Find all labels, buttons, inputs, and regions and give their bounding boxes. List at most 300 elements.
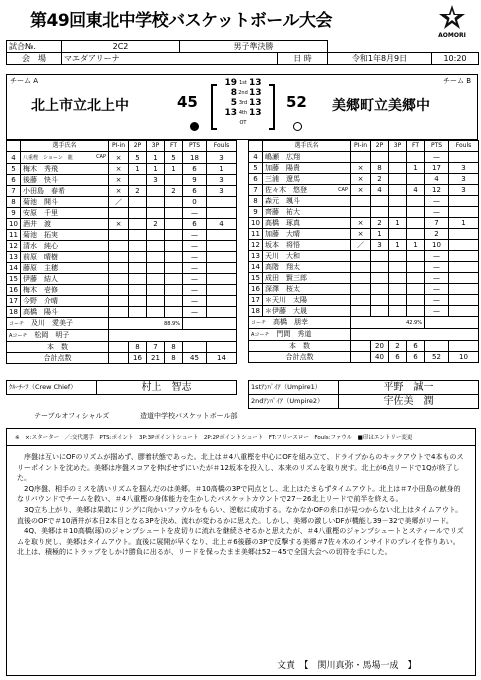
player-name-text: 前原 晴樹 (23, 253, 58, 261)
header-pi: PI-in (109, 141, 129, 152)
player-ft (165, 296, 183, 307)
game-date: 令和1年8月9日 (328, 53, 432, 65)
player-name (21, 296, 109, 307)
player-2p (129, 197, 147, 208)
player-fouls: 4 (207, 219, 237, 230)
team-b-coach-row (249, 317, 351, 329)
player-pts: — (425, 251, 449, 262)
player-3p (389, 207, 407, 218)
q2-label: 2nd (238, 90, 248, 96)
player-no: 4 (7, 152, 21, 164)
player-ft (165, 197, 183, 208)
table-row (7, 186, 237, 197)
player-2p (371, 152, 389, 163)
player-2p (129, 307, 147, 318)
player-3p (389, 262, 407, 273)
umpire2-label: 2ndｱﾝﾊﾟｲｱ（Umpire2） (249, 395, 339, 409)
player-3p (147, 263, 165, 274)
player-2p (371, 284, 389, 295)
player-2p: 1 (371, 229, 389, 240)
header-3p: 3P (147, 141, 165, 152)
table-row (7, 307, 237, 318)
player-no: 5 (7, 164, 21, 175)
player-pts: — (183, 241, 207, 252)
player-ft (407, 295, 425, 306)
player-fouls (207, 274, 237, 285)
player-3p (389, 251, 407, 262)
table-row (7, 197, 237, 208)
player-no: 16 (249, 284, 263, 295)
player-name (263, 295, 351, 306)
player-name (21, 175, 109, 186)
q3-a: 5 (230, 98, 237, 108)
player-fouls: 3 (207, 175, 237, 186)
table-row (249, 229, 479, 240)
player-3p: 3 (147, 175, 165, 186)
player-no: 16 (7, 285, 21, 296)
player-pts: 6 (183, 164, 207, 175)
player-ft (165, 175, 183, 186)
player-name (263, 240, 351, 251)
player-ft (165, 208, 183, 219)
player-3p (147, 208, 165, 219)
team-a-total-fouls: 14 (207, 353, 237, 364)
player-2p: 2 (129, 186, 147, 197)
player-3p: 1 (147, 152, 165, 164)
author-label: 文責 (277, 661, 296, 671)
player-2p (129, 274, 147, 285)
player-name-text: ＊天川 太陽 (265, 296, 307, 304)
player-name-text: 森元 颯斗 (265, 197, 300, 205)
header-2p: 2P (371, 141, 389, 152)
player-name-text: 高階 翔太 (265, 263, 300, 271)
player-3p (147, 186, 165, 197)
player-no: 10 (7, 219, 21, 230)
player-pi: × (351, 185, 371, 196)
player-name (263, 306, 351, 317)
player-fouls (207, 197, 237, 208)
umpire-table (248, 380, 479, 409)
player-pi (351, 284, 371, 295)
player-2p (129, 208, 147, 219)
table-row (7, 241, 237, 252)
team-b-ac-row (249, 329, 351, 341)
table-row (249, 251, 479, 262)
bracket-right (269, 84, 275, 130)
table-row (249, 284, 479, 295)
header-name: 選手氏名 (21, 141, 109, 152)
indicator-b (293, 122, 302, 131)
player-pi (109, 274, 129, 285)
player-pi (109, 296, 129, 307)
player-name-text: 伊藤 結人 (23, 275, 58, 283)
team-a-name: 北上市立北上中 (31, 98, 129, 114)
player-ft (407, 306, 425, 317)
player-2p (129, 230, 147, 241)
player-name (263, 262, 351, 273)
table-row (249, 295, 479, 306)
player-2p (371, 273, 389, 284)
table-row (249, 306, 479, 317)
player-fouls (449, 262, 479, 273)
player-no: 17 (249, 295, 263, 306)
q4-b: 13 (249, 108, 262, 118)
ot-a (219, 118, 237, 128)
table-row (249, 174, 479, 185)
table-row (249, 262, 479, 273)
player-pts: — (425, 152, 449, 163)
player-pts: — (425, 196, 449, 207)
player-no: 15 (249, 273, 263, 284)
header-fouls: Fouls (449, 141, 479, 152)
player-ft (407, 273, 425, 284)
player-3p (147, 274, 165, 285)
player-pi: × (351, 229, 371, 240)
player-pts: — (183, 208, 207, 219)
player-no: 7 (7, 186, 21, 197)
player-ft (407, 218, 425, 229)
player-name-text: 齊藤 祐大 (265, 208, 300, 216)
player-name-text: 加藤 大晴 (265, 230, 300, 238)
player-name-text: 深澤 桜太 (265, 285, 300, 293)
team-a-total-2p: 16 (129, 353, 147, 364)
player-pts: — (183, 285, 207, 296)
player-no: 10 (249, 218, 263, 229)
table-row (249, 196, 479, 207)
table-row (249, 240, 479, 251)
table-row (7, 152, 237, 164)
player-pi: ／ (351, 240, 371, 251)
report-paragraph-1: 序盤は互いにOFのリズムが掴めず、膠着状態であった。北上は＃4八重樫を中心にOFを組み立て、ドライブからのキックアウトで4本ものスリーポイントを沈めた。美郷は序盤スコアを伸ばせずにいたが＃12坂本を投入し、本来のリズムを取り戻す。北上が6点リードで1Qが終了した。 (17, 453, 464, 483)
player-2p (371, 295, 389, 306)
player-3p (389, 284, 407, 295)
player-pts: 12 (425, 185, 449, 196)
player-pi (109, 307, 129, 318)
player-ft (407, 284, 425, 295)
team-b-num-ft: 6 (407, 341, 425, 352)
player-no: 11 (7, 230, 21, 241)
team-b-player-rows (249, 152, 479, 317)
table-row (249, 273, 479, 284)
player-pi (351, 207, 371, 218)
game-time: 10:20 (432, 53, 479, 65)
game-report (6, 428, 476, 676)
team-a-ft-pct: 88.9% (109, 318, 183, 330)
q1-a: 19 (224, 78, 237, 88)
table-row (7, 252, 237, 263)
player-2p: 8 (371, 163, 389, 174)
player-ft (165, 307, 183, 318)
q4-label: 4th (238, 110, 248, 116)
player-ft: 4 (407, 185, 425, 196)
team-b-total-3p: 6 (389, 352, 407, 363)
player-name-text: 嶋瀬 広翔 (265, 153, 300, 161)
player-3p (389, 152, 407, 163)
header-fouls: Fouls (207, 141, 237, 152)
player-2p (129, 175, 147, 186)
player-name (263, 207, 351, 218)
player-name-text: 酒井 渡 (23, 220, 51, 228)
player-2p (371, 262, 389, 273)
player-name (21, 241, 109, 252)
player-pi (109, 285, 129, 296)
header-pi: PI-in (351, 141, 371, 152)
umpire1-label: 1stｱﾝﾊﾟｲｱ（Umpire1） (249, 381, 339, 395)
player-2p (371, 196, 389, 207)
player-3p (147, 296, 165, 307)
player-2p: 2 (371, 218, 389, 229)
table-row (7, 296, 237, 307)
header-pts: PTS (183, 141, 207, 152)
report-paragraph-2: 2Q序盤、相手のミスを誘いリズムを掴んだのは美郷。＃10高橋の3Pで同点とし、北上はたまらずタイムアウト。北上は＃7小田島の献身的なリバウンドでチームを救い、＃4八重樫の身体能力を生かしたバスケットカウントで27－26北上リードで前半を終える。 (17, 484, 461, 504)
player-ft (407, 229, 425, 240)
player-ft (407, 207, 425, 218)
team-a-ac: 松岡 明子 (34, 331, 70, 339)
player-fouls (207, 263, 237, 274)
game-category: 男子準決勝 (180, 41, 328, 53)
team-b-total-fouls: 10 (449, 352, 479, 363)
player-fouls: 1 (449, 218, 479, 229)
player-name-text: 小田島 春希 (23, 187, 65, 195)
player-3p (147, 285, 165, 296)
table-row (249, 163, 479, 174)
team-b-num-3p: 2 (389, 341, 407, 352)
team-b-name: 美郷町立美郷中 (332, 98, 430, 114)
player-fouls: 3 (449, 163, 479, 174)
table-row (249, 218, 479, 229)
player-2p: 4 (371, 185, 389, 196)
table-row (249, 185, 479, 196)
player-pts: 4 (425, 174, 449, 185)
player-name-text: 藤原 主穂 (23, 264, 58, 272)
player-name (21, 274, 109, 285)
player-name-text: 菊池 拓実 (23, 231, 58, 239)
player-no: 7 (249, 185, 263, 196)
player-no: 17 (7, 296, 21, 307)
player-fouls (449, 273, 479, 284)
player-ft (165, 241, 183, 252)
player-name (263, 152, 351, 163)
player-3p (147, 307, 165, 318)
player-name-text: 成田 賢三郎 (265, 274, 307, 282)
player-pts: 10 (425, 240, 449, 251)
player-pi (351, 196, 371, 207)
player-ft (165, 252, 183, 263)
player-no: 15 (7, 274, 21, 285)
player-no: 5 (249, 163, 263, 174)
player-ft (165, 230, 183, 241)
winner-indicator-a (190, 122, 199, 131)
player-3p: 2 (147, 219, 165, 230)
player-name (21, 252, 109, 263)
player-pi (109, 230, 129, 241)
player-2p (129, 296, 147, 307)
header-pts: PTS (425, 141, 449, 152)
table-row (249, 207, 479, 218)
q2-b: 13 (249, 88, 262, 98)
team-a-coach: 及川 愛美子 (31, 319, 74, 327)
player-2p (129, 285, 147, 296)
player-fouls: 3 (207, 152, 237, 164)
player-3p (389, 174, 407, 185)
player-3p (147, 241, 165, 252)
team-a-player-rows (7, 152, 237, 318)
player-name-text: 今野 介晴 (23, 297, 58, 305)
logo-text: AOMORI (438, 32, 466, 39)
team-a-label: チーム A (10, 77, 39, 85)
player-fouls (449, 295, 479, 306)
player-pi (351, 152, 371, 163)
player-ft: 1 (407, 240, 425, 251)
player-pts: 7 (425, 218, 449, 229)
player-3p (389, 295, 407, 306)
player-pi: × (109, 164, 129, 175)
player-2p: 2 (371, 174, 389, 185)
player-name (21, 219, 109, 230)
player-name-text: 高橋 陽斗 (23, 308, 58, 316)
player-ft (407, 251, 425, 262)
team-b-points-label: 本 数 (249, 341, 351, 352)
player-name (263, 251, 351, 262)
ot-b (249, 118, 267, 128)
player-ft (407, 174, 425, 185)
player-2p (129, 241, 147, 252)
player-fouls (449, 251, 479, 262)
bracket-left (211, 84, 217, 130)
star-logo-icon (437, 4, 467, 30)
player-pts: — (183, 263, 207, 274)
team-a-stats-table (6, 140, 237, 364)
header-name: 選手氏名 (263, 141, 351, 152)
player-pts: 17 (425, 163, 449, 174)
player-pts: — (183, 307, 207, 318)
report-paragraph-3: 3Q立ち上がり、美郷は果敢にリングに向かいファウルをもらい、逆転に成功する。なかなかOFの糸口が見つからない北上はタイムアウト。直後のOFで＃10酒井が本日2本目となる3Pを決め、流れが変わるかに思えた。しかし、美郷の激しいDFが機能し39－32で美郷がリード。 (17, 505, 463, 525)
player-pts: 0 (183, 197, 207, 208)
player-2p (129, 263, 147, 274)
coach-label: コーチ (9, 321, 25, 327)
player-ft (165, 219, 183, 230)
player-name (21, 230, 109, 241)
player-2p: 1 (129, 164, 147, 175)
player-no: 8 (7, 197, 21, 208)
team-a-total-3p: 21 (147, 353, 165, 364)
player-name-text: 梅木 壱修 (23, 286, 58, 294)
player-no: 13 (7, 252, 21, 263)
player-pts: — (425, 262, 449, 273)
player-ft (407, 196, 425, 207)
player-pi: × (109, 175, 129, 186)
q1-label: 1st (239, 80, 247, 86)
player-ft (165, 274, 183, 285)
team-b-coach: 高橋 朋幸 (273, 318, 309, 326)
player-pts: — (425, 306, 449, 317)
team-b-total-2p: 40 (371, 352, 389, 363)
player-pts: — (183, 274, 207, 285)
player-name-text: 八重樫 ショーン 龍 (23, 155, 73, 161)
player-name (21, 152, 109, 164)
player-no: 6 (249, 174, 263, 185)
player-pi: × (109, 186, 129, 197)
venue-label: 会 場 (7, 53, 62, 65)
q4-a: 13 (224, 108, 237, 118)
player-no: 6 (7, 175, 21, 186)
q3-b: 13 (249, 98, 262, 108)
player-2p (129, 219, 147, 230)
player-pts: 18 (183, 152, 207, 164)
table-officials: 造道中学校バスケットボール部 (140, 412, 238, 420)
player-pts: — (425, 295, 449, 306)
table-row (249, 152, 479, 163)
team-a-total-label: 合計点数 (7, 353, 109, 364)
player-3p: 1 (389, 240, 407, 251)
table-row (7, 164, 237, 175)
player-no: 18 (249, 306, 263, 317)
player-name (263, 163, 351, 174)
player-fouls (449, 229, 479, 240)
game-no-label: 試合№. (7, 41, 62, 53)
player-name (263, 229, 351, 240)
player-name (263, 185, 351, 196)
team-a-ac-row (7, 330, 109, 342)
player-name-text: 梅木 秀飛 (23, 165, 58, 173)
player-pi: × (351, 163, 371, 174)
q3-label: 3rd (238, 100, 248, 106)
player-no: 14 (249, 262, 263, 273)
player-3p (147, 252, 165, 263)
player-no: 4 (249, 152, 263, 163)
player-pts: — (425, 273, 449, 284)
player-pts: 2 (425, 229, 449, 240)
team-a-coach-row (7, 318, 109, 330)
player-pi (351, 262, 371, 273)
player-name (21, 208, 109, 219)
player-fouls: 3 (449, 174, 479, 185)
player-name (21, 307, 109, 318)
report-paragraph-4: 4Q、美郷は＃10高橋(琢)のジャンプシュートを皮切りに流れを継続させるかと思えたが、＃4八重樫のジャンプシュートとスティールでリズムを取り戻し、美郷はタイムアウト。直後に展開が早くなり、北上＃6後藤の3Pで反撃する美郷＃7佐々木のインサイドのプレイを作りあい。北上は、積極的にトラップをしかけ勝負に出るが、リードを保ったまま美郷は52－45で全国大会への切符を手にした。 (17, 527, 464, 557)
player-3p (147, 230, 165, 241)
player-name (263, 273, 351, 284)
player-no: 12 (249, 240, 263, 251)
table-row (7, 208, 237, 219)
player-pi (351, 273, 371, 284)
player-no: 13 (249, 251, 263, 262)
header-2p: 2P (129, 141, 147, 152)
player-pi (351, 251, 371, 262)
player-no: 9 (7, 208, 21, 219)
player-pi (351, 295, 371, 306)
player-name-text: 菊池 開斗 (23, 198, 58, 206)
player-name (21, 197, 109, 208)
player-name-text: 坂本 将悟 (265, 241, 300, 249)
player-fouls (449, 306, 479, 317)
player-fouls (449, 152, 479, 163)
page-title: 第49回東北中学校バスケットボール大会 (30, 11, 332, 31)
player-name-text: 加藤 陽貴 (265, 164, 300, 172)
author-line (277, 658, 417, 671)
player-ft: 1 (165, 164, 183, 175)
venue: マエダアリーナ (62, 53, 278, 65)
player-name-text: 佐々木 悠登 (265, 186, 307, 194)
crew-chief: 村上 智志 (97, 381, 237, 395)
table-row (7, 285, 237, 296)
player-no: 14 (7, 263, 21, 274)
player-3p (389, 185, 407, 196)
player-fouls (449, 240, 479, 251)
ac-label: Aコーチ (9, 333, 28, 339)
player-fouls (449, 284, 479, 295)
player-ft: 1 (407, 163, 425, 174)
umpire2: 宇佐美 潤 (339, 395, 479, 409)
